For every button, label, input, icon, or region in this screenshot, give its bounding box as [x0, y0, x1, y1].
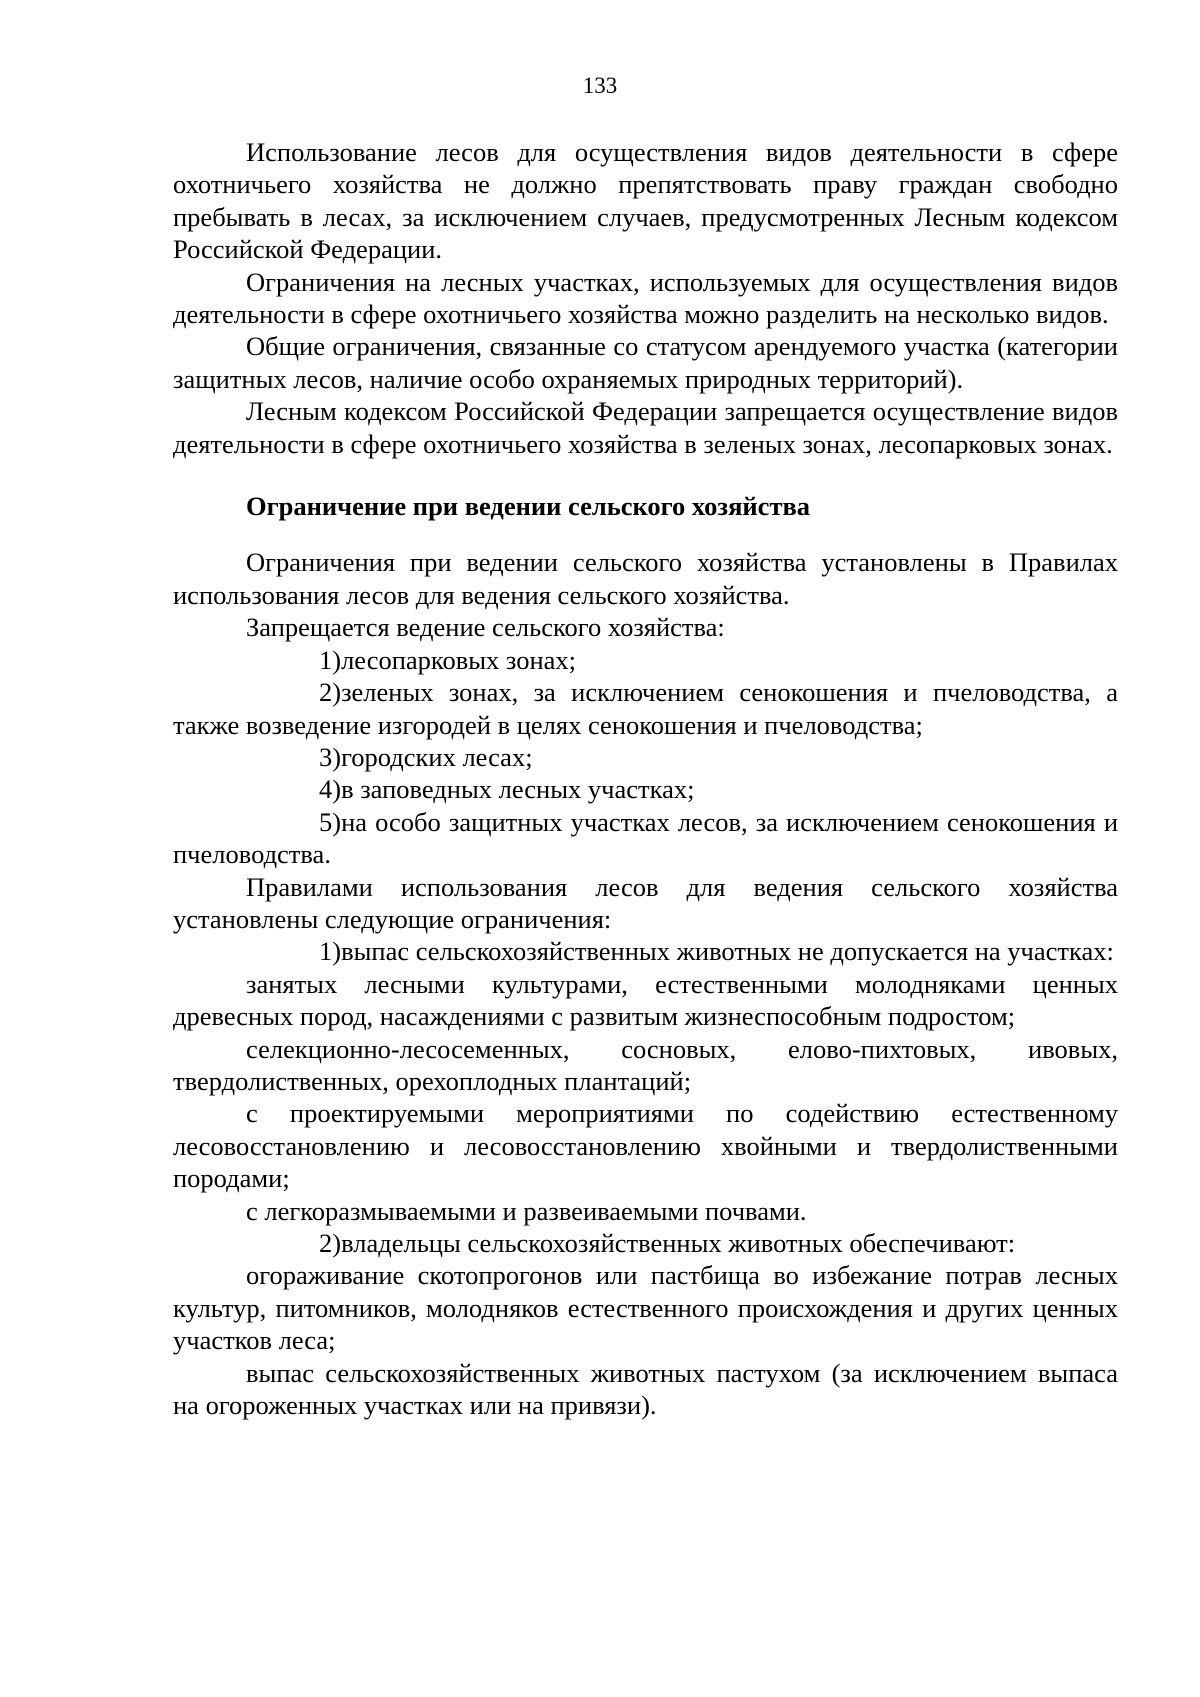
section-heading: Ограничение при ведении сельского хозяйства: [246, 491, 811, 522]
list-item: [173, 806, 1118, 871]
list-item-number: 5): [319, 806, 342, 837]
list-item-text: на особо защитных участках лесов, за исключением сенокошения и пчеловодства.: [173, 806, 1118, 870]
sub-item: занятых лесными культурами, естественными молодняками ценных древесных пород, насаждениями с развитым жизнеспособным подростом;: [173, 968, 1118, 1032]
list-item-text: владельцы сельскохозяйственных животных обеспечивают:: [341, 1228, 1016, 1258]
paragraph: Лесным кодексом Российской Федерации запрещается осуществление видов деятельности в сфере охотничьего хозяйства в зеленых зонах, лесопарковых зонах.: [173, 396, 1118, 459]
list-item: [173, 741, 1118, 773]
list-item-number: 1): [319, 936, 342, 967]
sub-item: селекционно-лесосеменных, сосновых, елово-пихтовых, ивовых, твердолиственных, орехоплодных плантаций;: [173, 1033, 1118, 1096]
list-item-number: 4): [319, 774, 342, 805]
list-item: [173, 773, 1118, 805]
list-item: [173, 676, 1118, 741]
list-item-text: городских лесах;: [341, 741, 533, 772]
paragraph: Использование лесов для осуществления видов деятельности в сфере охотничьего хозяйства не должно препятствовать праву граждан свободно пребывать в лесах, за исключением случаев, предусмотренных Лесным кодексом Российской Федерации.: [173, 137, 1118, 265]
list-item-number: 3): [319, 741, 342, 772]
sub-item: с легкоразмываемыми и развеиваемыми почвами.: [246, 1195, 807, 1226]
page-body: [173, 136, 1118, 1421]
list-item-number: 2): [319, 1228, 342, 1258]
list-item-text: зеленых зонах, за исключением сенокошения и пчеловодства, а также возведение изгородей в целях сенокошения и пчеловодства;: [173, 677, 1118, 740]
sub-item: выпас сельскохозяйственных животных пастухом (за исключением выпаса на огороженных участках или на привязи).: [173, 1357, 1118, 1421]
list-item: [173, 935, 1118, 967]
paragraph: Правилами использования лесов для ведения сельского хозяйства установлены следующие ограничения:: [173, 871, 1118, 934]
list-item-number: 1): [319, 644, 342, 675]
paragraph: Запрещается ведение сельского хозяйства:: [246, 612, 725, 643]
sub-item: с проектируемыми мероприятиями по содействию естественному лесовосстановлению и лесовосстановлению хвойными и твердолиственными породами;: [173, 1098, 1118, 1194]
paragraph: Общие ограничения, связанные со статусом арендуемого участка (категории защитных лесов, наличие особо охраняемых природных территорий).: [173, 331, 1118, 394]
sub-item: огораживание скотопрогонов или пастбища во избежание потрав лесных культур, питомников, молодняков естественного происхождения и других ценных участков леса;: [173, 1260, 1118, 1356]
list-item-text: лесопарковых зонах;: [341, 644, 577, 675]
list-item-text: выпас сельскохозяйственных животных не допускается на участках:: [341, 936, 1114, 967]
paragraph: Ограничения на лесных участках, используемых для осуществления видов деятельности в сфере охотничьего хозяйства можно разделить на несколько видов.: [173, 266, 1118, 330]
list-item: [173, 1227, 1118, 1259]
page-number: 133: [582, 73, 618, 98]
list-item: [173, 644, 1118, 676]
list-item-number: 2): [319, 677, 342, 708]
list-item-text: в заповедных лесных участках;: [341, 774, 695, 805]
paragraph: Ограничения при ведении сельского хозяйства установлены в Правилах использования лесов для ведения сельского хозяйства.: [173, 547, 1118, 610]
